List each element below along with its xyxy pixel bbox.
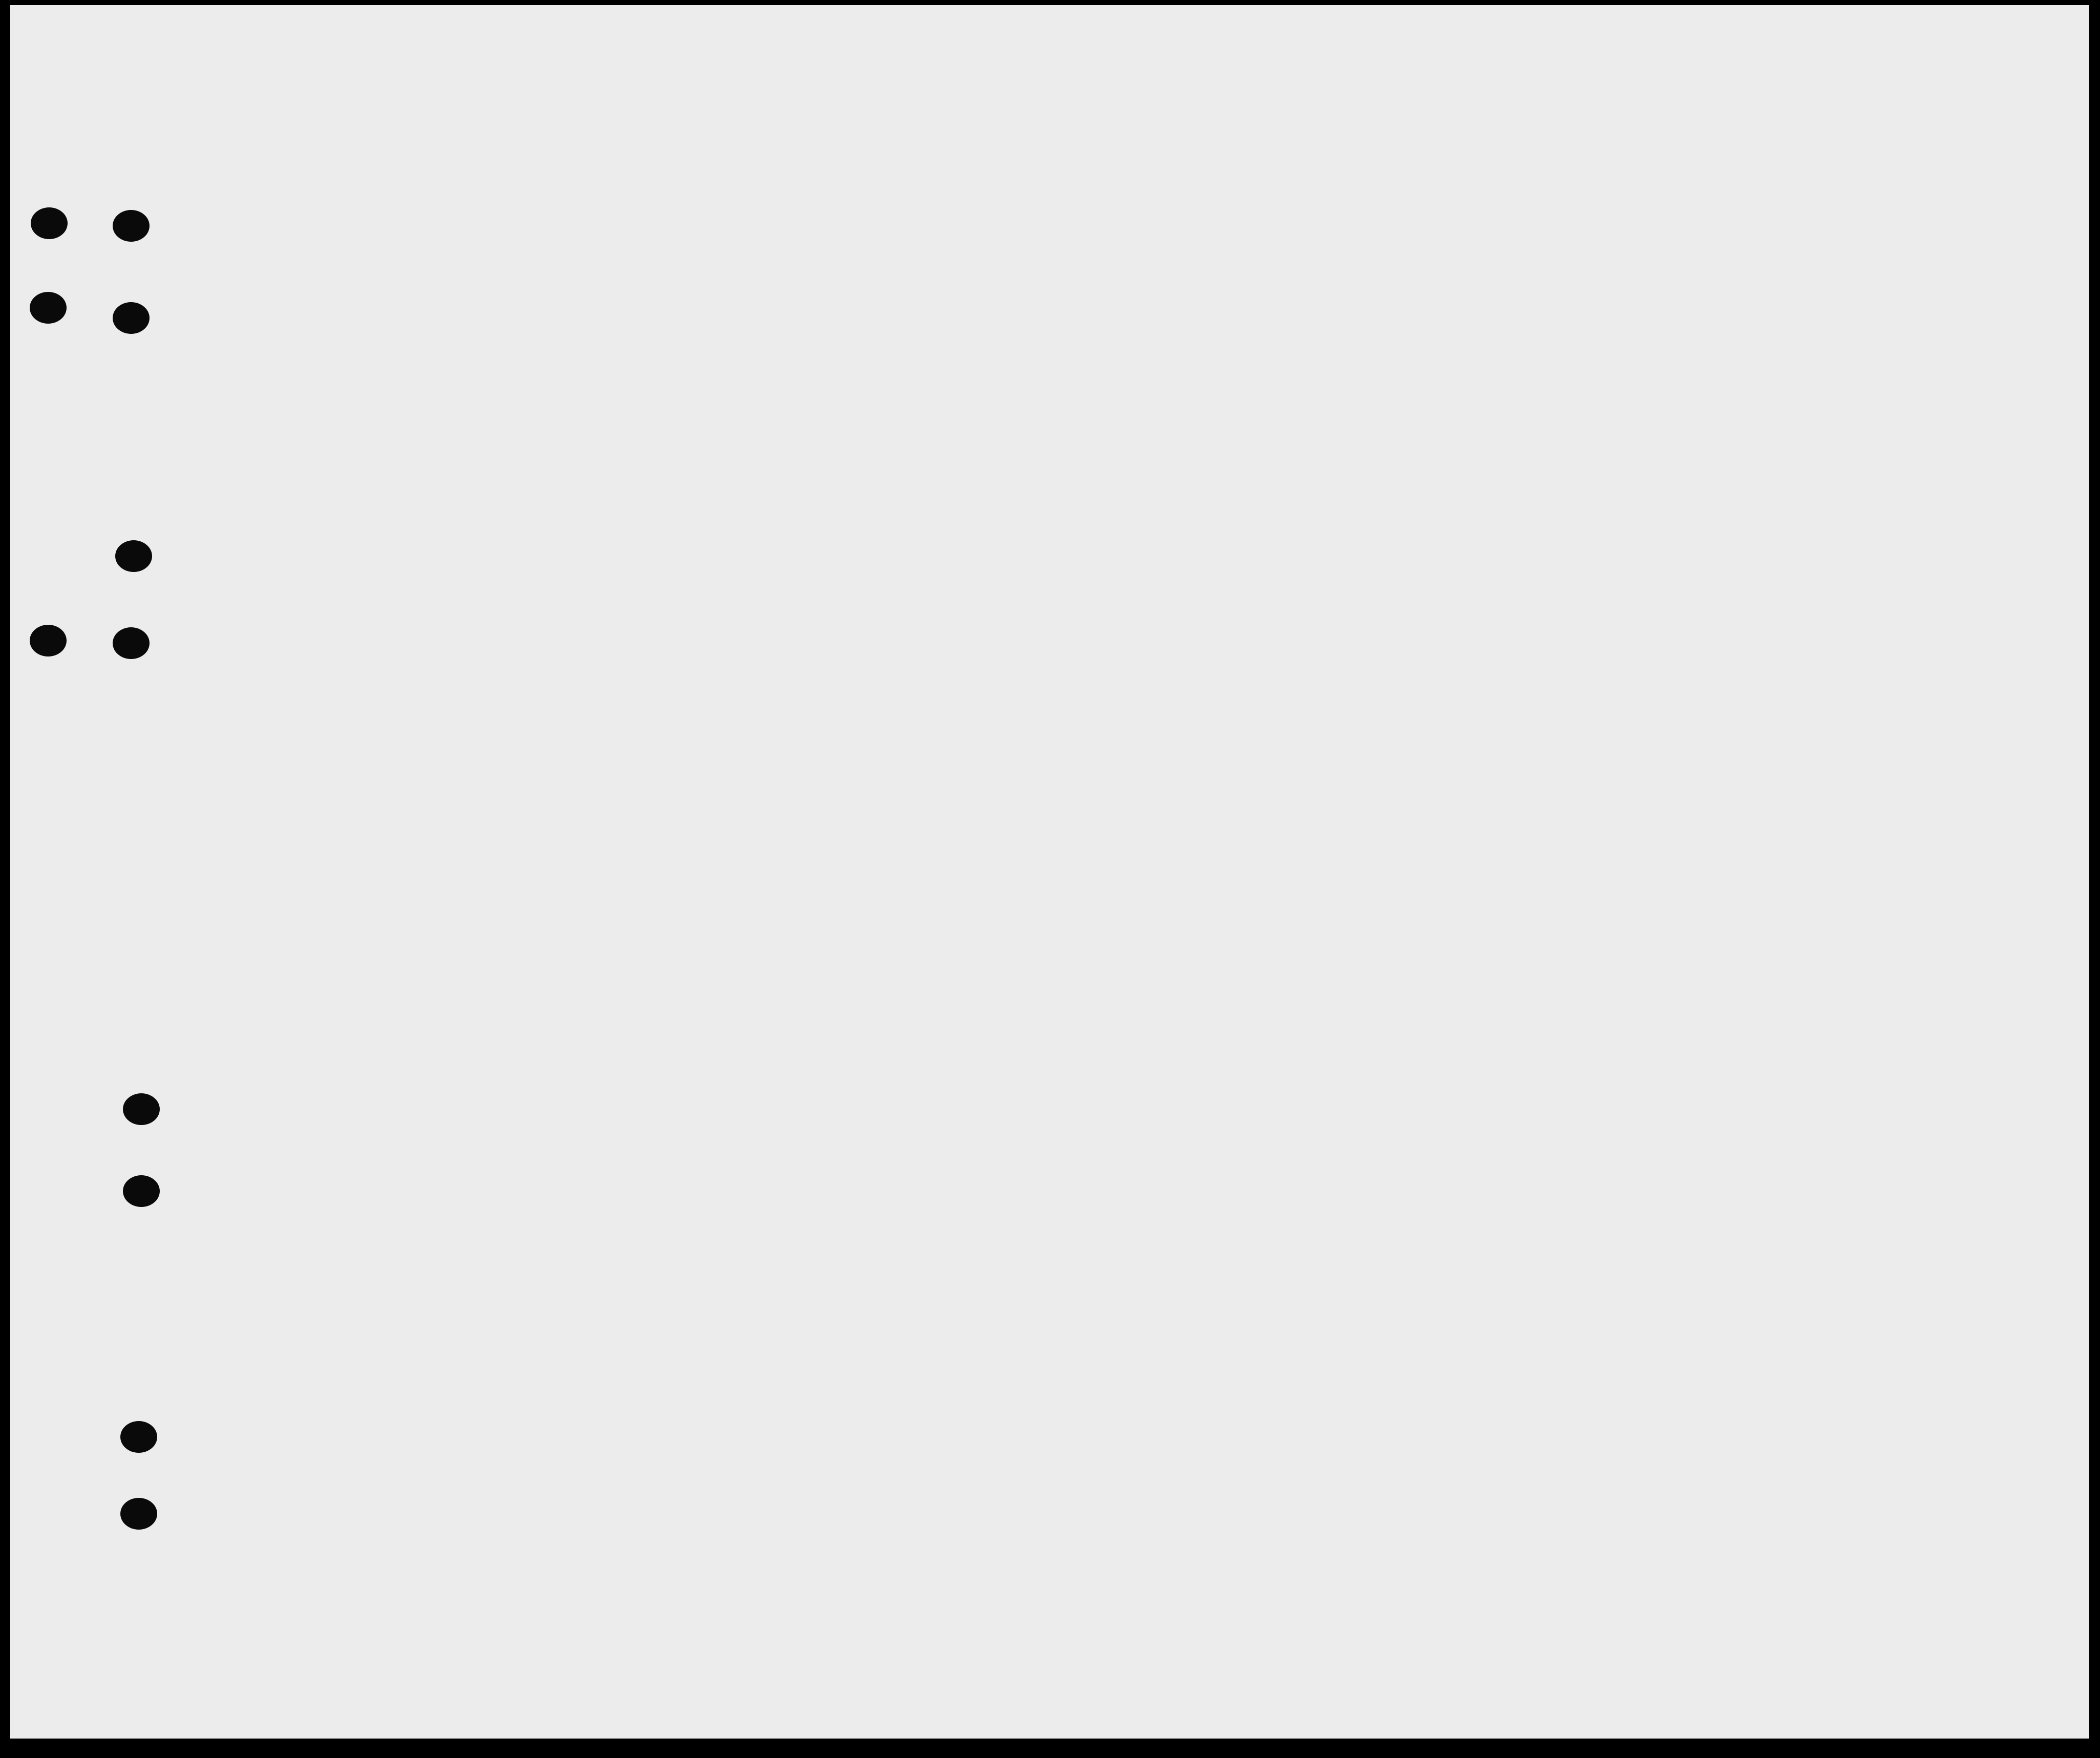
- punch-hole: [113, 627, 150, 659]
- ruled-grid: [10, 5, 2089, 1739]
- punch-hole: [123, 1093, 160, 1125]
- punch-hole: [123, 1175, 160, 1207]
- punch-hole: [115, 540, 152, 572]
- punch-hole: [113, 210, 150, 242]
- punch-hole: [30, 625, 67, 656]
- punch-hole: [113, 302, 150, 334]
- punch-hole: [120, 1421, 157, 1453]
- punch-hole: [31, 207, 68, 239]
- punch-hole: [30, 292, 67, 324]
- manifest-sheet: [10, 5, 2089, 1739]
- punch-hole: [120, 1498, 157, 1530]
